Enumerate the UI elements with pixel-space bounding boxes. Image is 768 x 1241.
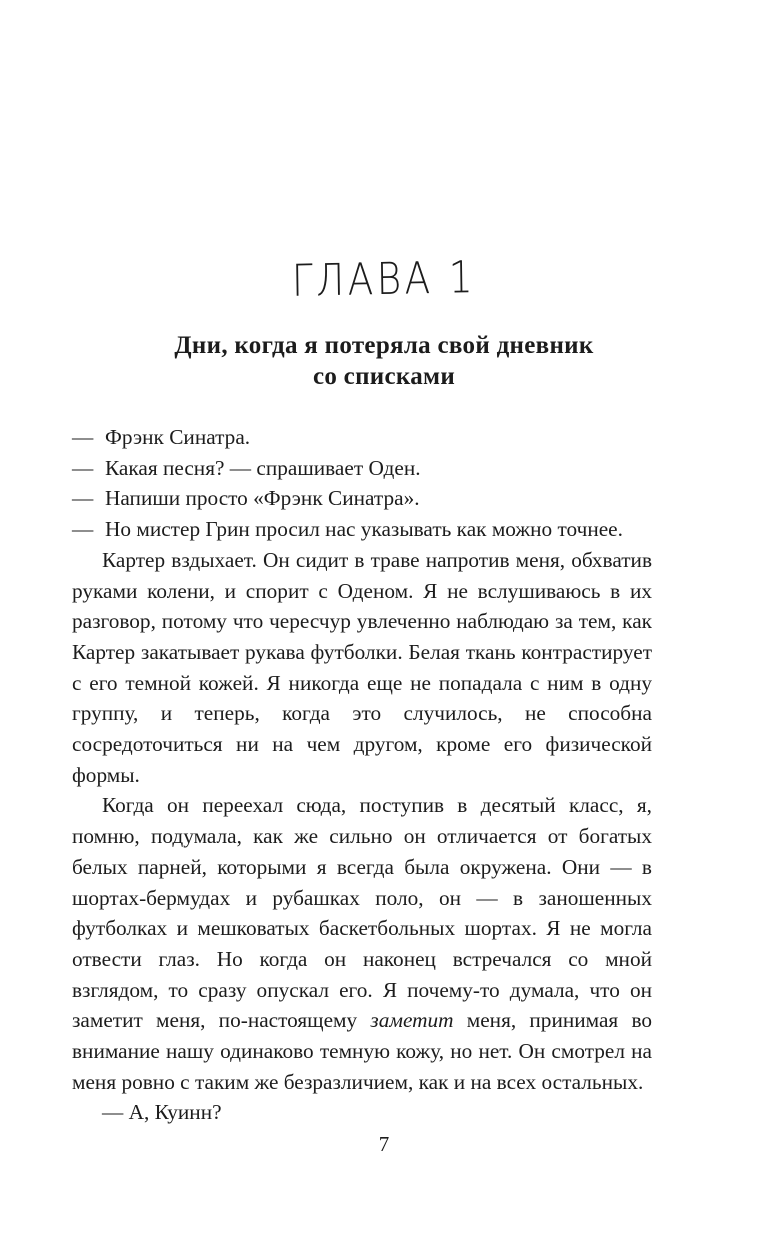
dialog-dash: — <box>72 486 94 511</box>
dialog-text: Какая песня? — спрашивает Оден. <box>105 455 421 480</box>
chapter-title-line-1: Дни, когда я потеряла свой дневник <box>174 332 594 359</box>
dialog-line <box>72 483 652 514</box>
chapter-label: ГЛАВА 1 <box>291 252 477 307</box>
dialog-text: Но мистер Грин просил нас указывать как можно точнее. <box>105 517 623 542</box>
dialog-text: Фрэнк Синатра. <box>105 425 251 449</box>
dialog-dash: — <box>72 455 94 480</box>
dialog-text: Напиши просто «Фрэнк Синатра». <box>105 486 420 511</box>
paragraph-2-part-b: меня, принимая во внимание нашу одинаково темную кожу, но нет. Он смотрел на меня ровно с таким же безразличием, как и на всех остальных. <box>72 1008 652 1094</box>
dialog-dash: — <box>72 425 94 449</box>
paragraph-1: Картер вздыхает. Он сидит в траве напротив меня, обхватив руками колени, и спорит с Оденом. Я не вслушиваюсь в их разговор, потому что чересчур увлеченно наблюдаю за тем, как Картер закатывает рукава футболки. Белая ткань контрастирует с его темной кожей. Я никогда еще не попадала с ним в одну группу, и теперь, когда это случилось, не способна сосредоточиться ни на чем другом, кроме его физической формы. <box>72 547 652 787</box>
paragraph-2 <box>72 790 652 1097</box>
body-text <box>72 422 652 1128</box>
chapter-title <box>0 330 768 392</box>
chapter-title-line-2: со списками <box>312 363 456 390</box>
emphasized-word: заметит <box>370 1008 454 1033</box>
dialog-dash: — <box>72 517 94 542</box>
dialog-line <box>72 453 652 484</box>
page-number: 7 <box>378 1132 390 1156</box>
dialog-line <box>72 422 652 453</box>
dialog-question: — А, Куинн? <box>102 1100 222 1125</box>
paragraph-2-part-a: Когда он переехал сюда, поступив в десятый класс, я, помню, подумала, как же сильно он отличается от богатых белых парней, которыми я всегда была окружена. Они — в шортах-бермудах и рубашках поло, он — в заношенных футболках и мешковатых баскетбольных шортах. Я не могла отвести глаз. Но когда он наконец встречался со мной взглядом, то сразу опускал его. Я почему-то думала, что он заметит меня, по-настоящему <box>72 793 652 1033</box>
dialog-line <box>72 514 652 545</box>
